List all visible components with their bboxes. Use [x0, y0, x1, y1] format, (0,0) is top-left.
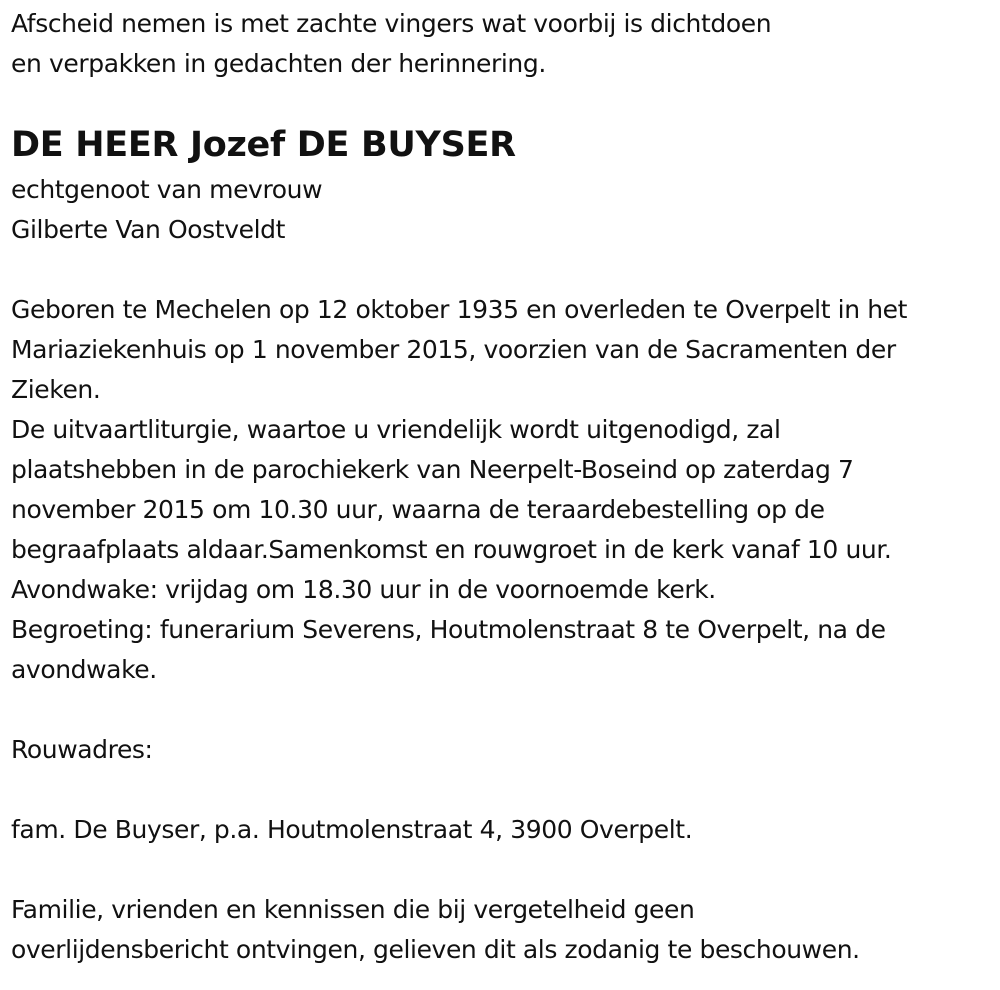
intro-line-1: Afscheid nemen is met zachte vingers wat voorbij is dichtdoen [11, 9, 772, 38]
deceased-name: DE HEER Jozef DE BUYSER [11, 125, 516, 165]
details-line: Begroeting: funerarium Severens, Houtmolenstraat 8 te Overpelt, na de [11, 615, 886, 644]
spacer [11, 770, 996, 810]
obituary-notice [11, 4, 996, 970]
details-line: avondwake. [11, 655, 157, 684]
spacer [11, 250, 996, 290]
details-line: Zieken. [11, 375, 101, 404]
intro-line-2: en verpakken in gedachten der herinnering. [11, 49, 546, 78]
closing-line-2: overlijdensbericht ontvingen, gelieven dit als zodanig te beschouwen. [11, 935, 860, 964]
details-line: Geboren te Mechelen op 12 oktober 1935 en overleden te Overpelt in het [11, 295, 908, 324]
details-line: november 2015 om 10.30 uur, waarna de teraardebestelling op de [11, 495, 825, 524]
spacer [11, 850, 996, 890]
address-label: Rouwadres: [11, 735, 153, 764]
spouse-line-2: Gilberte Van Oostveldt [11, 215, 285, 244]
details-line: begraafplaats aldaar.Samenkomst en rouwgroet in de kerk vanaf 10 uur. [11, 535, 892, 564]
details-line: Avondwake: vrijdag om 18.30 uur in de voornoemde kerk. [11, 575, 716, 604]
address-value: fam. De Buyser, p.a. Houtmolenstraat 4, 3900 Overpelt. [11, 815, 693, 844]
details-block [11, 290, 996, 690]
spacer [11, 690, 996, 730]
spacer [11, 84, 996, 120]
spouse-line-1: echtgenoot van mevrouw [11, 175, 323, 204]
details-line: Mariaziekenhuis op 1 november 2015, voorzien van de Sacramenten der [11, 335, 896, 364]
closing-line-1: Familie, vrienden en kennissen die bij vergetelheid geen [11, 895, 695, 924]
details-line: De uitvaartliturgie, waartoe u vriendelijk wordt uitgenodigd, zal [11, 415, 781, 444]
details-line: plaatshebben in de parochiekerk van Neerpelt-Boseind op zaterdag 7 [11, 455, 854, 484]
